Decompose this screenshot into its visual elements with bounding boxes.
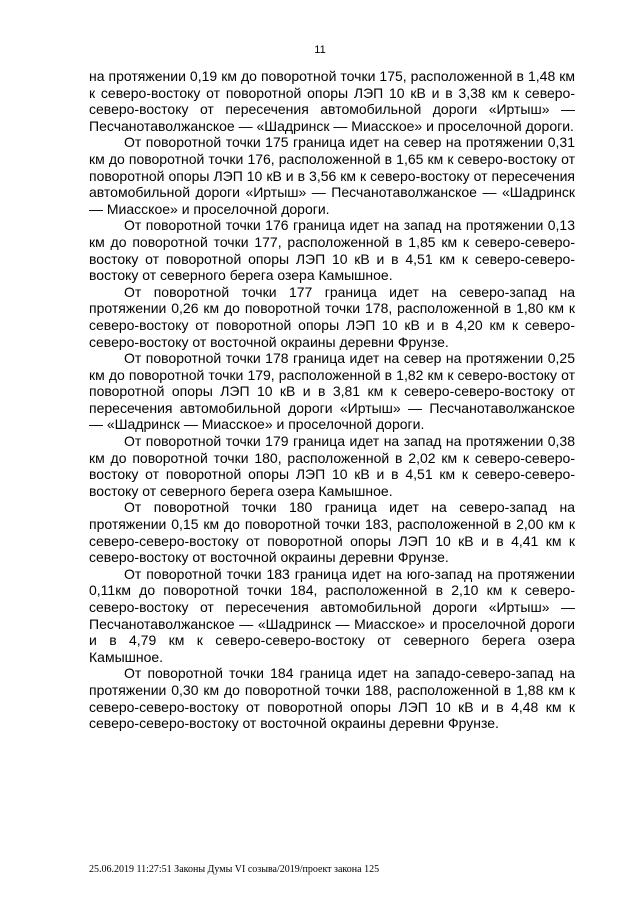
paragraph-5: От поворотной точки 178 граница идет на север на протяжении 0,25 км до поворотной точки 179, расположенной в 1,82 км к северо-востоку от поворотной опоры ЛЭП 10 кВ и в 3,81 км к северо-северо-востоку от пересечения автомобильной дороги «Иртыш» — Песчанотаволжанское — «Шадринск — Миасское» и проселочной дороги.: [89, 350, 575, 433]
paragraph-6: От поворотной точки 179 граница идет на запад на протяжении 0,38 км до поворотной точки 180, расположенной в 2,02 км к северо-северо-востоку от поворотной опоры ЛЭП 10 кВ и в 4,51 км к северо-северо-востоку от северного берега озера Камышное.: [89, 433, 575, 499]
page-number: 11: [314, 44, 326, 56]
paragraph-9: От поворотной точки 184 граница идет на западо-северо-запад на протяжении 0,30 км до поворотной точки 188, расположенной в 1,88 км к северо-северо-востоку от поворотной опоры ЛЭП 10 кВ и в 4,48 км к северо-северо-востоку от восточной окраины деревни Фрунзе.: [89, 665, 575, 732]
paragraph-2: От поворотной точки 175 граница идет на север на протяжении 0,31 км до поворотной точки 176, расположенной в 1,65 км к северо-востоку от поворотной опоры ЛЭП 10 кВ и в 3,56 км к северо-востоку от пересечения автомобильной дороги «Иртыш» — Песчанотаволжанское — «Шадринск — Миасское» и проселочной дороги.: [89, 134, 575, 217]
document-footer: 25.06.2019 11:27:51 Законы Думы VI созыва/2019/проект закона 125: [89, 864, 380, 875]
paragraph-8: От поворотной точки 183 граница идет на юго-запад на протяжении 0,11км до поворотной точки 184, расположенной в 2,10 км к северо-северо-востоку от пересечения автомобильной дороги «Иртыш» — Песчанотаволжанское — «Шадринск — Миасское» и проселочной дороги и в 4,79 км к северо-северо-востоку от северного берега озера Камышное.: [89, 565, 575, 665]
paragraph-1: на протяжении 0,19 км до поворотной точки 175, расположенной в 1,48 км к северо-востоку от поворотной опоры ЛЭП 10 кВ и в 3,38 км к северо-северо-востоку от пересечения автомобильной дороги «Иртыш» — Песчанотаволжанское — «Шадринск — Миасское» и проселочной дороги.: [89, 68, 575, 134]
document-body: [89, 68, 575, 732]
paragraph-7: От поворотной точки 180 граница идет на северо-запад на протяжении 0,15 км до поворотной точки 183, расположенной в 2,00 км к северо-северо-востоку от поворотной опоры ЛЭП 10 кВ и в 4,41 км к северо-востоку от восточной окраины деревни Фрунзе.: [89, 499, 575, 566]
paragraph-3: От поворотной точки 176 граница идет на запад на протяжении 0,13 км до поворотной точки 177, расположенной в 1,85 км к северо-северо-востоку от поворотной опоры ЛЭП 10 кВ и в 4,51 км к северо-северо-востоку от северного берега озера Камышное.: [89, 217, 575, 284]
paragraph-4: От поворотной точки 177 граница идет на северо-запад на протяжении 0,26 км до поворотной точки 178, расположенной в 1,80 км к северо-востоку от поворотной опоры ЛЭП 10 кВ и в 4,20 км к северо-северо-востоку от восточной окраины деревни Фрунзе.: [89, 283, 575, 350]
